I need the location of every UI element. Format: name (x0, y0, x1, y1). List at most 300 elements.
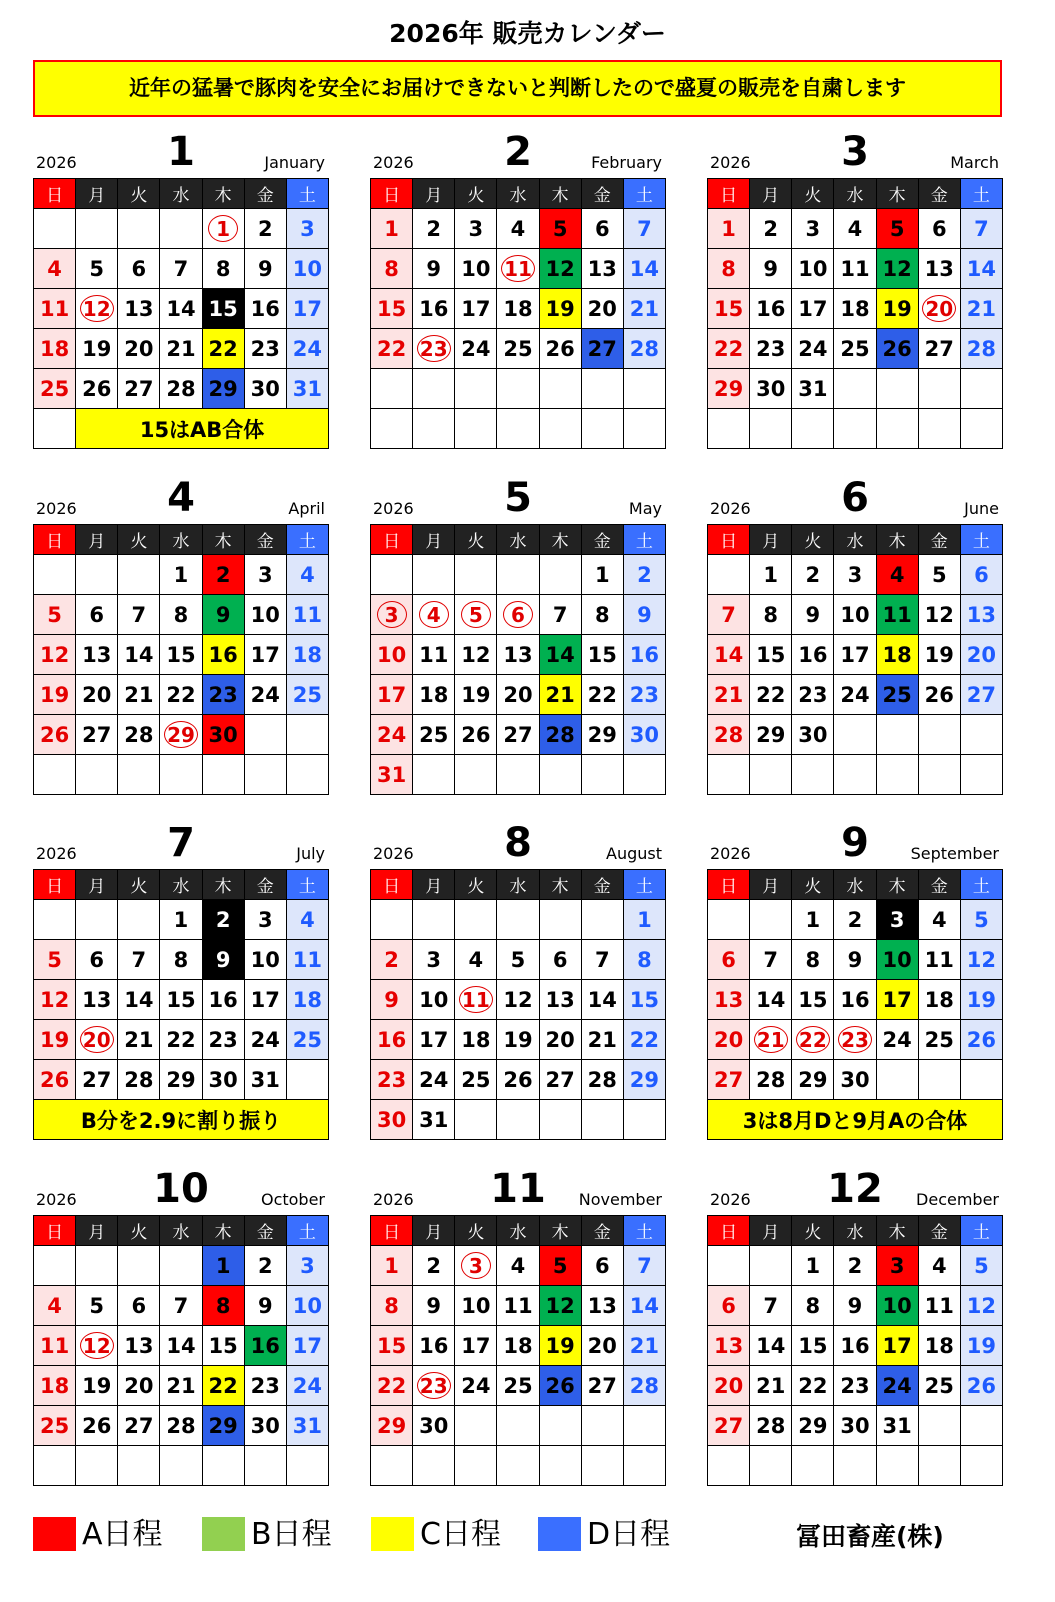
empty-cell (581, 755, 623, 795)
day-cell: 10 (876, 1286, 918, 1326)
day-cell: 1 (371, 1246, 413, 1286)
legend-c-label: C日程 (420, 1517, 501, 1552)
day-cell: 7 (118, 940, 160, 980)
weekday-header: 月 (76, 1216, 118, 1246)
week-row (34, 1060, 329, 1100)
day-cell: 25 (34, 1406, 76, 1446)
weekday-header: 金 (581, 870, 623, 900)
day-cell: 10 (876, 940, 918, 980)
empty-cell (202, 1446, 244, 1486)
week-row (34, 409, 329, 449)
day-cell: 2 (623, 555, 665, 595)
day-cell: 11 (413, 635, 455, 675)
day-cell: 2 (244, 209, 286, 249)
weekday-header: 木 (876, 179, 918, 209)
weekday-header: 木 (876, 1216, 918, 1246)
day-cell: 5 (34, 940, 76, 980)
day-cell: 30 (834, 1060, 876, 1100)
day-cell: 9 (792, 595, 834, 635)
day-cell: 8 (371, 1286, 413, 1326)
empty-cell (834, 755, 876, 795)
day-cell: 27 (708, 1406, 750, 1446)
week-row (708, 209, 1003, 249)
day-cell: 21 (960, 289, 1002, 329)
day-cell: 16 (792, 635, 834, 675)
day-cell: 6 (118, 249, 160, 289)
day-cell: 23 (792, 675, 834, 715)
empty-cell (497, 1406, 539, 1446)
empty-cell (34, 555, 76, 595)
week-row (34, 1020, 329, 1060)
notice-banner: 近年の猛暑で豚肉を安全にお届けできないと判断したので盛夏の販売を自粛します (33, 60, 1002, 117)
empty-cell (918, 1446, 960, 1486)
empty-cell (455, 1100, 497, 1140)
day-cell (202, 209, 244, 249)
weekday-header: 金 (918, 179, 960, 209)
day-cell: 1 (160, 555, 202, 595)
holiday-circle: 29 (164, 721, 198, 748)
empty-cell (539, 1446, 581, 1486)
empty-cell (160, 209, 202, 249)
day-cell: 7 (750, 1286, 792, 1326)
day-cell: 23 (244, 1366, 286, 1406)
weekday-header: 木 (202, 870, 244, 900)
empty-cell (497, 369, 539, 409)
day-cell: 4 (918, 900, 960, 940)
day-cell: 28 (581, 1060, 623, 1100)
day-cell (455, 1246, 497, 1286)
day-cell: 13 (118, 289, 160, 329)
day-cell: 23 (244, 329, 286, 369)
week-row (708, 1020, 1003, 1060)
day-cell: 25 (455, 1060, 497, 1100)
empty-cell (960, 1406, 1002, 1446)
day-cell: 2 (371, 940, 413, 980)
day-cell (76, 1326, 118, 1366)
month-name: June (964, 499, 999, 518)
week-row (34, 1366, 329, 1406)
holiday-circle: 23 (417, 1372, 451, 1399)
month-number: 5 (504, 475, 532, 521)
day-cell: 13 (497, 635, 539, 675)
day-cell: 6 (539, 940, 581, 980)
day-cell: 4 (497, 209, 539, 249)
day-cell: 15 (750, 635, 792, 675)
empty-cell (750, 409, 792, 449)
empty-cell (455, 369, 497, 409)
year-label: 2026 (36, 1190, 77, 1209)
empty-cell (539, 409, 581, 449)
month-table (33, 869, 329, 1140)
week-row (708, 635, 1003, 675)
month-header (707, 1167, 1003, 1215)
empty-cell (623, 409, 665, 449)
day-cell: 3 (286, 1246, 328, 1286)
week-row (371, 1100, 666, 1140)
month-number: 1 (167, 129, 195, 175)
day-cell: 25 (918, 1020, 960, 1060)
holiday-circle: 20 (922, 295, 956, 322)
day-cell: 7 (960, 209, 1002, 249)
empty-cell (160, 1246, 202, 1286)
day-cell: 13 (581, 249, 623, 289)
week-row (708, 1366, 1003, 1406)
day-cell: 28 (160, 1406, 202, 1446)
empty-cell (371, 900, 413, 940)
week-row (371, 675, 666, 715)
day-cell: 7 (623, 1246, 665, 1286)
empty-cell (834, 715, 876, 755)
week-row (371, 1366, 666, 1406)
day-cell: 9 (202, 940, 244, 980)
day-cell: 8 (792, 1286, 834, 1326)
day-cell: 8 (160, 595, 202, 635)
weekday-header: 金 (244, 179, 286, 209)
empty-cell (623, 1406, 665, 1446)
day-cell: 12 (34, 635, 76, 675)
day-cell (455, 980, 497, 1020)
empty-cell (118, 755, 160, 795)
day-cell: 14 (118, 635, 160, 675)
month-july (33, 821, 329, 1141)
month-name: December (916, 1190, 999, 1209)
weekday-header: 金 (244, 1216, 286, 1246)
empty-cell (413, 369, 455, 409)
empty-cell (918, 409, 960, 449)
day-cell: 4 (918, 1246, 960, 1286)
week-row (34, 369, 329, 409)
weekday-header: 火 (455, 179, 497, 209)
month-table (33, 1215, 329, 1486)
weekday-header: 水 (834, 870, 876, 900)
day-cell: 16 (413, 1326, 455, 1366)
day-cell: 10 (792, 249, 834, 289)
month-january (33, 130, 329, 450)
day-cell: 18 (918, 1326, 960, 1366)
day-cell: 28 (118, 715, 160, 755)
day-cell: 5 (76, 249, 118, 289)
day-cell (76, 1020, 118, 1060)
empty-cell (76, 1246, 118, 1286)
day-cell: 18 (286, 635, 328, 675)
week-row (371, 1246, 666, 1286)
month-number: 3 (841, 129, 869, 175)
week-row (371, 940, 666, 980)
weekday-header: 木 (876, 525, 918, 555)
day-cell: 20 (581, 289, 623, 329)
day-cell: 4 (876, 555, 918, 595)
day-cell: 10 (244, 940, 286, 980)
empty-cell (539, 1406, 581, 1446)
empty-cell (286, 1446, 328, 1486)
empty-cell (960, 1446, 1002, 1486)
day-cell: 6 (960, 555, 1002, 595)
week-row (34, 1246, 329, 1286)
weekday-header: 土 (623, 525, 665, 555)
empty-cell (497, 555, 539, 595)
empty-cell (539, 1100, 581, 1140)
day-cell: 9 (834, 1286, 876, 1326)
empty-cell (76, 755, 118, 795)
week-row (708, 900, 1003, 940)
day-cell: 18 (413, 675, 455, 715)
week-row (708, 715, 1003, 755)
week-row (371, 1446, 666, 1486)
empty-cell (413, 755, 455, 795)
month-number: 10 (153, 1166, 209, 1212)
empty-cell (581, 1446, 623, 1486)
empty-cell (792, 1446, 834, 1486)
day-cell: 5 (34, 595, 76, 635)
day-cell: 22 (750, 675, 792, 715)
legend-b-swatch (202, 1517, 245, 1551)
day-cell: 14 (160, 1326, 202, 1366)
month-header (33, 476, 329, 524)
day-cell: 16 (834, 980, 876, 1020)
day-cell: 27 (539, 1060, 581, 1100)
empty-cell (118, 555, 160, 595)
month-header (370, 1167, 666, 1215)
week-row (708, 1060, 1003, 1100)
day-cell: 8 (202, 249, 244, 289)
empty-cell (623, 1100, 665, 1140)
day-cell: 3 (286, 209, 328, 249)
day-cell: 10 (413, 980, 455, 1020)
week-row (34, 289, 329, 329)
day-cell: 7 (623, 209, 665, 249)
empty-cell (371, 369, 413, 409)
day-cell: 18 (34, 1366, 76, 1406)
day-cell: 6 (76, 940, 118, 980)
day-cell: 26 (960, 1020, 1002, 1060)
day-cell: 15 (623, 980, 665, 1020)
day-cell: 15 (792, 1326, 834, 1366)
weekday-header: 日 (34, 179, 76, 209)
empty-cell (286, 1060, 328, 1100)
year-label: 2026 (710, 1190, 751, 1209)
day-cell: 27 (581, 329, 623, 369)
month-header (370, 821, 666, 869)
year-label: 2026 (373, 844, 414, 863)
day-cell: 12 (918, 595, 960, 635)
day-cell: 13 (708, 1326, 750, 1366)
month-february (370, 130, 666, 450)
week-row (34, 1100, 329, 1140)
empty-cell (918, 755, 960, 795)
day-cell: 12 (497, 980, 539, 1020)
day-cell: 11 (34, 1326, 76, 1366)
day-cell: 5 (76, 1286, 118, 1326)
weekday-header: 金 (244, 870, 286, 900)
day-cell: 14 (750, 1326, 792, 1366)
day-cell: 5 (539, 1246, 581, 1286)
day-cell: 1 (202, 1246, 244, 1286)
day-cell: 26 (539, 1366, 581, 1406)
day-cell: 2 (202, 900, 244, 940)
day-cell: 30 (750, 369, 792, 409)
month-august (370, 821, 666, 1141)
day-cell: 23 (202, 675, 244, 715)
week-row (34, 755, 329, 795)
month-number: 2 (504, 129, 532, 175)
day-cell: 21 (750, 1366, 792, 1406)
day-cell: 25 (286, 1020, 328, 1060)
empty-cell (244, 1446, 286, 1486)
month-header (33, 130, 329, 178)
month-header (707, 476, 1003, 524)
day-cell: 20 (581, 1326, 623, 1366)
month-april (33, 476, 329, 796)
week-row (34, 1406, 329, 1446)
empty-cell (244, 715, 286, 755)
empty-cell (455, 755, 497, 795)
day-cell (497, 595, 539, 635)
day-cell: 24 (413, 1060, 455, 1100)
week-row (34, 329, 329, 369)
weekday-header: 金 (581, 179, 623, 209)
holiday-circle: 3 (461, 1252, 491, 1279)
day-cell: 11 (834, 249, 876, 289)
day-cell: 15 (371, 289, 413, 329)
day-cell: 19 (76, 329, 118, 369)
weekday-header: 月 (750, 1216, 792, 1246)
day-cell: 27 (581, 1366, 623, 1406)
weekday-header: 木 (202, 179, 244, 209)
day-cell: 9 (413, 249, 455, 289)
day-cell: 7 (160, 249, 202, 289)
empty-cell (118, 1446, 160, 1486)
day-cell: 30 (834, 1406, 876, 1446)
day-cell: 7 (750, 940, 792, 980)
day-cell: 19 (76, 1366, 118, 1406)
day-cell: 14 (581, 980, 623, 1020)
day-cell: 21 (623, 289, 665, 329)
day-cell: 14 (750, 980, 792, 1020)
month-number: 8 (504, 820, 532, 866)
empty-cell (34, 1246, 76, 1286)
day-cell: 20 (539, 1020, 581, 1060)
weekday-header: 水 (160, 179, 202, 209)
day-cell: 27 (76, 1060, 118, 1100)
month-number: 4 (167, 475, 195, 521)
empty-cell (581, 1100, 623, 1140)
week-row (371, 249, 666, 289)
day-cell: 22 (581, 675, 623, 715)
week-row (371, 755, 666, 795)
day-cell (497, 249, 539, 289)
day-cell: 24 (371, 715, 413, 755)
weekday-header: 金 (918, 525, 960, 555)
day-cell: 19 (918, 635, 960, 675)
weekday-header: 月 (413, 870, 455, 900)
day-cell: 6 (581, 1246, 623, 1286)
day-cell: 17 (413, 1020, 455, 1060)
day-cell: 13 (918, 249, 960, 289)
day-cell: 30 (623, 715, 665, 755)
weekday-header: 火 (455, 870, 497, 900)
empty-cell (581, 1406, 623, 1446)
day-cell: 21 (539, 675, 581, 715)
week-row (34, 1446, 329, 1486)
day-cell: 21 (581, 1020, 623, 1060)
day-cell: 13 (76, 635, 118, 675)
day-cell: 22 (202, 1366, 244, 1406)
day-cell: 20 (118, 1366, 160, 1406)
day-cell: 8 (792, 940, 834, 980)
day-cell: 22 (202, 329, 244, 369)
empty-cell (960, 755, 1002, 795)
day-cell: 18 (34, 329, 76, 369)
day-cell: 30 (244, 369, 286, 409)
day-cell: 5 (960, 900, 1002, 940)
month-header (33, 1167, 329, 1215)
weekday-header: 金 (244, 525, 286, 555)
empty-cell (34, 209, 76, 249)
day-cell: 4 (34, 1286, 76, 1326)
holiday-circle: 12 (80, 295, 114, 322)
day-cell: 17 (244, 635, 286, 675)
month-number: 11 (490, 1166, 546, 1212)
day-cell: 14 (160, 289, 202, 329)
day-cell: 3 (834, 555, 876, 595)
weekday-header: 金 (581, 525, 623, 555)
day-cell: 9 (750, 249, 792, 289)
day-cell: 20 (497, 675, 539, 715)
holiday-circle: 12 (80, 1332, 114, 1359)
week-row (34, 595, 329, 635)
day-cell: 25 (918, 1366, 960, 1406)
day-cell: 28 (160, 369, 202, 409)
empty-cell (581, 409, 623, 449)
day-cell: 1 (623, 900, 665, 940)
day-cell: 28 (539, 715, 581, 755)
weekday-header: 月 (413, 1216, 455, 1246)
empty-cell (497, 900, 539, 940)
week-row (34, 249, 329, 289)
weekday-header: 水 (834, 525, 876, 555)
day-cell: 25 (413, 715, 455, 755)
weekday-header: 木 (202, 1216, 244, 1246)
day-cell (371, 595, 413, 635)
day-cell: 13 (960, 595, 1002, 635)
week-row (708, 675, 1003, 715)
day-cell: 16 (750, 289, 792, 329)
empty-cell (371, 409, 413, 449)
day-cell: 3 (244, 900, 286, 940)
day-cell: 20 (708, 1020, 750, 1060)
day-cell: 4 (286, 900, 328, 940)
month-header (33, 821, 329, 869)
empty-cell (118, 900, 160, 940)
day-cell: 20 (76, 675, 118, 715)
empty-cell (708, 1446, 750, 1486)
empty-cell (581, 369, 623, 409)
week-row (34, 980, 329, 1020)
day-cell: 9 (834, 940, 876, 980)
day-cell: 9 (413, 1286, 455, 1326)
empty-cell (876, 1060, 918, 1100)
empty-cell (623, 755, 665, 795)
day-cell: 13 (118, 1326, 160, 1366)
weekday-header: 木 (876, 870, 918, 900)
day-cell: 14 (623, 1286, 665, 1326)
empty-cell (792, 409, 834, 449)
year-label: 2026 (373, 153, 414, 172)
day-cell: 26 (539, 329, 581, 369)
day-cell: 11 (876, 595, 918, 635)
week-row (708, 595, 1003, 635)
day-cell: 3 (876, 1246, 918, 1286)
